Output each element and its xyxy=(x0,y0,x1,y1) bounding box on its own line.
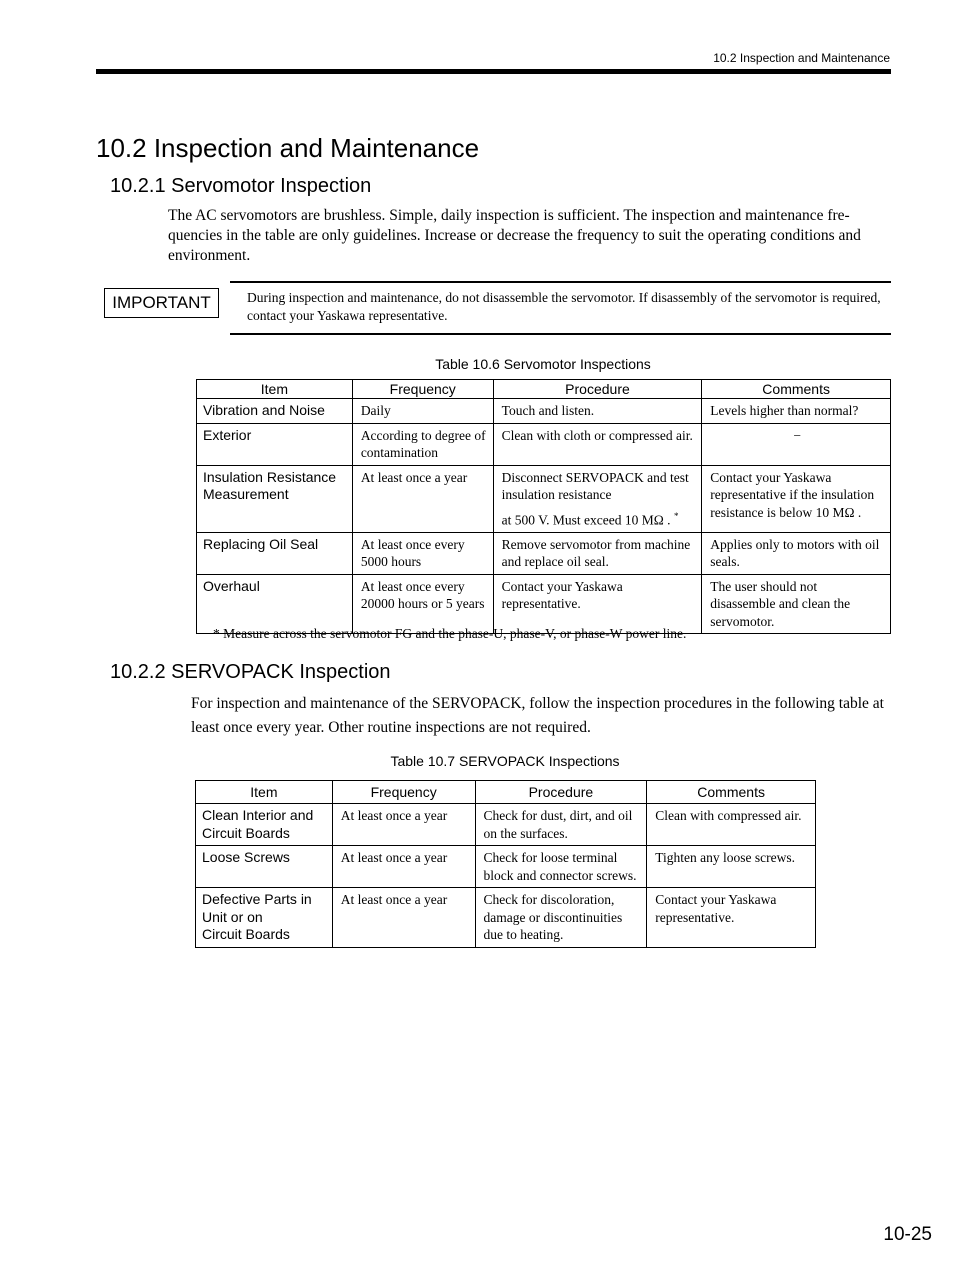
column-header-item: Item xyxy=(197,380,353,399)
cell-item: Replacing Oil Seal xyxy=(197,532,353,574)
subsection-title-servomotor: 10.2.1 Servomotor Inspection xyxy=(110,175,372,197)
column-header-frequency: Frequency xyxy=(332,781,475,804)
column-header-frequency: Frequency xyxy=(352,380,493,399)
running-header: 10.2 Inspection and Maintenance xyxy=(713,51,890,65)
cell-comments: Levels higher than normal? xyxy=(702,399,891,424)
table-row xyxy=(197,532,891,574)
header-rule xyxy=(96,69,891,74)
cell-comments: Contact your Yaskawa representative if the insulation resistance is below 10 MΩ . xyxy=(702,465,891,532)
subsection-title-servopack: 10.2.2 SERVOPACK Inspection xyxy=(110,661,391,683)
table-row xyxy=(197,574,891,634)
cell-frequency: At least once every 20000 hours or 5 years xyxy=(352,574,493,634)
cell-procedure: Touch and listen. xyxy=(493,399,702,424)
column-header-procedure: Procedure xyxy=(475,781,647,804)
servomotor-inspections-table xyxy=(196,379,891,634)
table-caption-servomotor: Table 10.6 Servomotor Inspections xyxy=(435,356,651,372)
procedure-line: Disconnect SERVOPACK and test insulation resistance xyxy=(501,469,689,502)
cell-procedure xyxy=(493,465,702,532)
servomotor-intro-paragraph: The AC servomotors are brushless. Simple, daily inspection is sufficient. The inspection and maintenance fre-quencies in the table are only guidelines. Increase or decrease the frequency to suit the operating conditions and environment. xyxy=(168,207,861,264)
column-header-item: Item xyxy=(196,781,333,804)
cell-frequency: Daily xyxy=(352,399,493,424)
page-number: 10-25 xyxy=(883,1224,932,1245)
important-text: During inspection and maintenance, do not disassemble the servomotor. If disassembly of the servomotor is required, contact your Yaskawa representative. xyxy=(247,290,881,323)
cell-comments: Contact your Yaskawa representative. xyxy=(647,888,816,948)
cell-comments: − xyxy=(702,423,891,465)
cell-item: Clean Interior and Circuit Boards xyxy=(196,804,333,846)
cell-comments: Applies only to motors with oil seals. xyxy=(702,532,891,574)
cell-frequency: At least once every 5000 hours xyxy=(352,532,493,574)
table-row xyxy=(197,465,891,532)
item-line: Circuit Boards xyxy=(202,926,290,942)
table-header-row xyxy=(196,781,816,804)
table-caption-servopack: Table 10.7 SERVOPACK Inspections xyxy=(390,753,620,769)
item-line: Defective Parts in Unit or on xyxy=(202,891,312,925)
important-rule-bottom xyxy=(230,333,891,335)
section-title: 10.2 Inspection and Maintenance xyxy=(96,133,480,163)
cell-frequency: At least once a year xyxy=(352,465,493,532)
cell-frequency: At least once a year xyxy=(332,846,475,888)
table-row xyxy=(196,888,816,948)
table-row xyxy=(196,804,816,846)
table-row xyxy=(197,399,891,424)
cell-procedure: Clean with cloth or compressed air. xyxy=(493,423,702,465)
procedure-line xyxy=(502,508,696,529)
table-row xyxy=(197,423,891,465)
cell-frequency: At least once a year xyxy=(332,804,475,846)
cell-comments: The user should not disassemble and clean the servomotor. xyxy=(702,574,891,634)
column-header-comments: Comments xyxy=(702,380,891,399)
servopack-inspections-table xyxy=(195,780,816,948)
cell-frequency: At least once a year xyxy=(332,888,475,948)
column-header-comments: Comments xyxy=(647,781,816,804)
cell-procedure: Remove servomotor from machine and replace oil seal. xyxy=(493,532,702,574)
cell-procedure: Check for discoloration, damage or discontinuities due to heating. xyxy=(475,888,647,948)
cell-item: Overhaul xyxy=(197,574,353,634)
important-label: IMPORTANT xyxy=(104,288,219,318)
cell-procedure: Check for dust, dirt, and oil on the surfaces. xyxy=(475,804,647,846)
footnote-mark: * xyxy=(673,510,679,521)
cell-item: Loose Screws xyxy=(196,846,333,888)
servopack-intro-paragraph: For inspection and maintenance of the SERVOPACK, follow the inspection procedures in the following table at least once every year. Other routine inspections are not required. xyxy=(191,695,884,736)
cell-item xyxy=(196,888,333,948)
procedure-text: at 500 V. Must exceed 10 MΩ . xyxy=(501,512,671,527)
cell-procedure: Contact your Yaskawa representative. xyxy=(493,574,702,634)
cell-comments: Clean with compressed air. xyxy=(647,804,816,846)
cell-item: Vibration and Noise xyxy=(197,399,353,424)
cell-procedure: Check for loose terminal block and connector screws. xyxy=(475,846,647,888)
cell-frequency: According to degree of contamination xyxy=(352,423,493,465)
cell-item: Exterior xyxy=(197,423,353,465)
table-footnote: * Measure across the servomotor FG and the phase-U, phase-V, or phase-W power line. xyxy=(213,626,687,641)
important-rule-top xyxy=(230,281,891,283)
cell-comments: Tighten any loose screws. xyxy=(647,846,816,888)
cell-item: Insulation Resistance Measurement xyxy=(197,465,353,532)
column-header-procedure: Procedure xyxy=(493,380,702,399)
table-header-row xyxy=(197,380,891,399)
table-row xyxy=(196,846,816,888)
